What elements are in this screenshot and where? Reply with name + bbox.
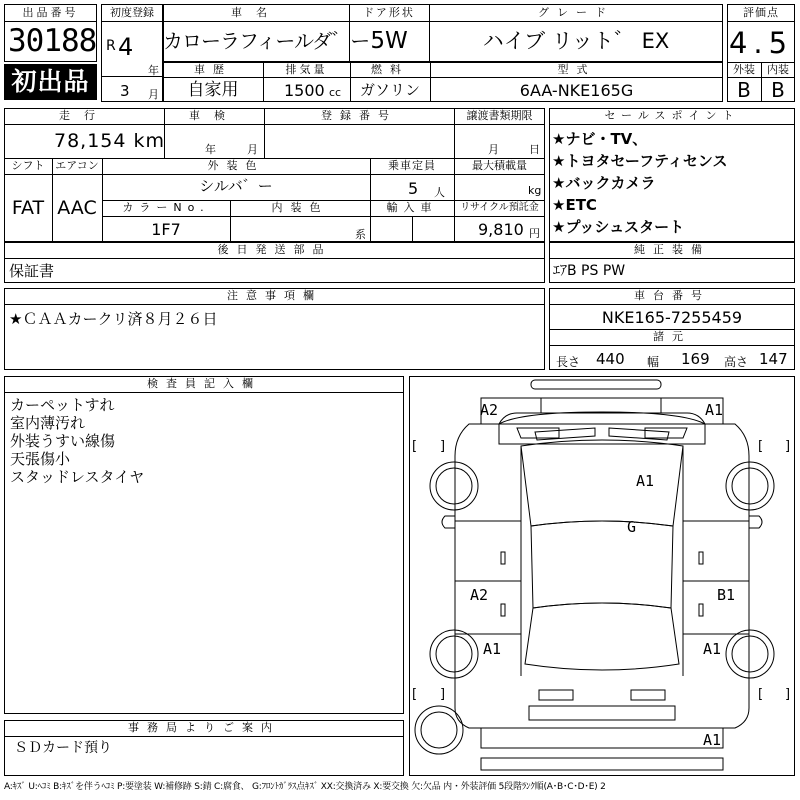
registration-month: 3	[120, 82, 130, 100]
selling-point-4: ★ETC	[552, 196, 597, 214]
bracket-right-top: [	[758, 439, 764, 454]
registration-label: 初度登録	[110, 6, 154, 19]
bracket-right-bottom: [	[758, 687, 764, 702]
import-label: 輸入車	[386, 201, 438, 214]
selling-point-1: ★ナビ・TV、	[552, 130, 648, 148]
damage-front-right: A1	[705, 401, 724, 419]
length-label: 長さ	[556, 355, 581, 369]
legend: A:ｷｽﾞ U:ﾍｺﾐ B:ｷｽﾞを伴うﾍｺﾐ P:要塗装 W:補修跡 S:錆 C:腐食、 G:ﾌﾛﾝﾄｶﾞﾗｽ点ｷｽﾞ XX:交換済み X:要交換 欠:欠品 内・外装評価 5段階ﾗﾝｸ順(A･B･C･D･E) 2	[4, 782, 606, 792]
damage-right-door: B1	[717, 586, 736, 604]
air-conditioner: AAC	[57, 197, 97, 219]
later-parts-value: 保証書	[9, 262, 55, 280]
color-number-label: カラーNo.	[122, 201, 210, 214]
grade-label: グレード	[538, 6, 614, 19]
bracket-right-top-r: ]	[785, 439, 791, 454]
width-value: 169	[681, 350, 710, 368]
damage-left-door: A2	[470, 586, 489, 604]
inspection-month-unit: 月	[247, 143, 258, 156]
recycle-deposit: 9,810	[478, 220, 524, 239]
width-label: 幅	[647, 355, 660, 369]
inspector-line-4: 天張傷小	[10, 450, 71, 468]
car-name: カローラフィールダ゛ー	[163, 29, 370, 53]
recycle-label: リサイクル預託金	[460, 202, 539, 213]
damage-rear-left: A1	[483, 640, 502, 658]
grade: ハイブ リット゛ EX	[482, 29, 670, 53]
fuel: ガソリン	[359, 81, 420, 99]
mileage: 78,154 km	[54, 130, 166, 152]
door-type: 5W	[370, 28, 408, 54]
notes-value: ★ＣＡＡカークリ済８月２６日	[9, 310, 218, 328]
bracket-left-top: [	[412, 439, 418, 454]
recycle-unit: 円	[529, 227, 540, 240]
registration-era: R	[106, 38, 116, 54]
inspector-line-5: スタッドレスタイヤ	[10, 468, 145, 486]
selling-points-label: セールスポイント	[604, 109, 740, 122]
selling-point-2: ★トヨタセーフティセンス	[552, 152, 728, 170]
inspector-label: 検査員記入欄	[147, 377, 261, 390]
genuine-equipment-value: ｴｱB PS PW	[553, 263, 626, 279]
later-parts-label: 後日発送部品	[217, 243, 332, 256]
interior-color-unit: 系	[355, 228, 366, 241]
genuine-equipment-label: 純正装備	[634, 243, 710, 256]
notes-label: 注意事項欄	[227, 289, 322, 302]
reg-number-label: 登録番号	[321, 109, 397, 122]
selling-point-3: ★バックカメラ	[552, 174, 656, 192]
bracket-left-bottom-r: ]	[440, 687, 446, 702]
car-name-label: 車名	[231, 6, 281, 19]
inspector-line-3: 外装うすい線傷	[10, 432, 116, 450]
selling-point-5: ★プッシュスタート	[552, 218, 685, 236]
registration-year-unit: 年	[148, 64, 159, 77]
inspector-line-2: 室内薄汚れ	[10, 414, 86, 432]
displacement-unit: cc	[329, 86, 342, 99]
exterior-color-label: 外装色	[207, 159, 265, 172]
first-listing-text: 初出品	[11, 67, 90, 96]
transfer-day-unit: 日	[529, 143, 540, 156]
interior-grade: B	[771, 78, 785, 102]
interior-label: 内装	[767, 63, 789, 76]
bracket-left-bottom: [	[412, 687, 418, 702]
fuel-label: 燃料	[371, 63, 409, 76]
bracket-left-top-r: ]	[440, 439, 446, 454]
damage-windshield: G	[627, 518, 637, 536]
damage-front-left: A2	[480, 401, 499, 419]
specs-label: 諸元	[653, 330, 691, 343]
length-value: 440	[596, 350, 625, 368]
capacity: 5	[408, 179, 419, 198]
car-diagram	[409, 376, 795, 776]
exterior-grade: B	[737, 78, 751, 102]
capacity-label: 乗車定員	[388, 159, 436, 172]
color-number: 1F7	[151, 220, 181, 239]
interior-color-label: 内装色	[271, 201, 329, 214]
exterior-color: シルバ゛ー	[199, 177, 273, 195]
mileage-label: 走行	[59, 109, 109, 122]
history-label: 車歴	[194, 63, 232, 76]
vehicle-info-box	[4, 108, 545, 242]
model: 6AA-NKE165G	[519, 81, 634, 100]
lot-number: 30188	[8, 23, 97, 59]
registration-month-unit: 月	[148, 88, 159, 101]
damage-spare: A1	[703, 731, 722, 749]
transfer-label: 譲渡書類期限	[466, 109, 533, 122]
damage-hood: A1	[636, 472, 655, 490]
shift: FAT	[11, 197, 45, 219]
load-unit: kg	[528, 184, 542, 197]
height-label: 高さ	[724, 355, 749, 369]
office-value: ＳＤカード預り	[14, 740, 112, 756]
height-value: 147	[759, 350, 788, 368]
lot-number-label: 出品番号	[22, 6, 79, 19]
inspector-line-1: カーペットすれ	[10, 396, 115, 414]
capacity-unit: 人	[434, 186, 445, 199]
model-label: 型式	[557, 63, 596, 76]
inspection-label: 車検	[189, 109, 239, 122]
damage-rear-right: A1	[703, 640, 722, 658]
history: 自家用	[187, 80, 239, 100]
inspection-year-unit: 年	[205, 143, 216, 156]
bracket-right-bottom-r: ]	[785, 687, 791, 702]
load-label: 最大積載量	[472, 159, 527, 172]
chassis-label: 車台番号	[634, 289, 710, 302]
displacement: 1500	[284, 81, 325, 100]
transfer-month-unit: 月	[488, 143, 499, 156]
door-label: ドア形状	[363, 6, 415, 19]
displacement-label: 排気量	[285, 63, 328, 76]
registration-year: 4	[118, 33, 134, 61]
office-label: 事務局よりご案内	[128, 721, 280, 734]
score-label: 評価点	[743, 6, 779, 19]
shift-label: シフト	[11, 159, 45, 172]
ac-label: エアコン	[55, 159, 99, 172]
exterior-label: 外装	[733, 63, 755, 76]
chassis-number: NKE165-7255459	[601, 308, 743, 327]
score: 4.5	[728, 26, 794, 60]
